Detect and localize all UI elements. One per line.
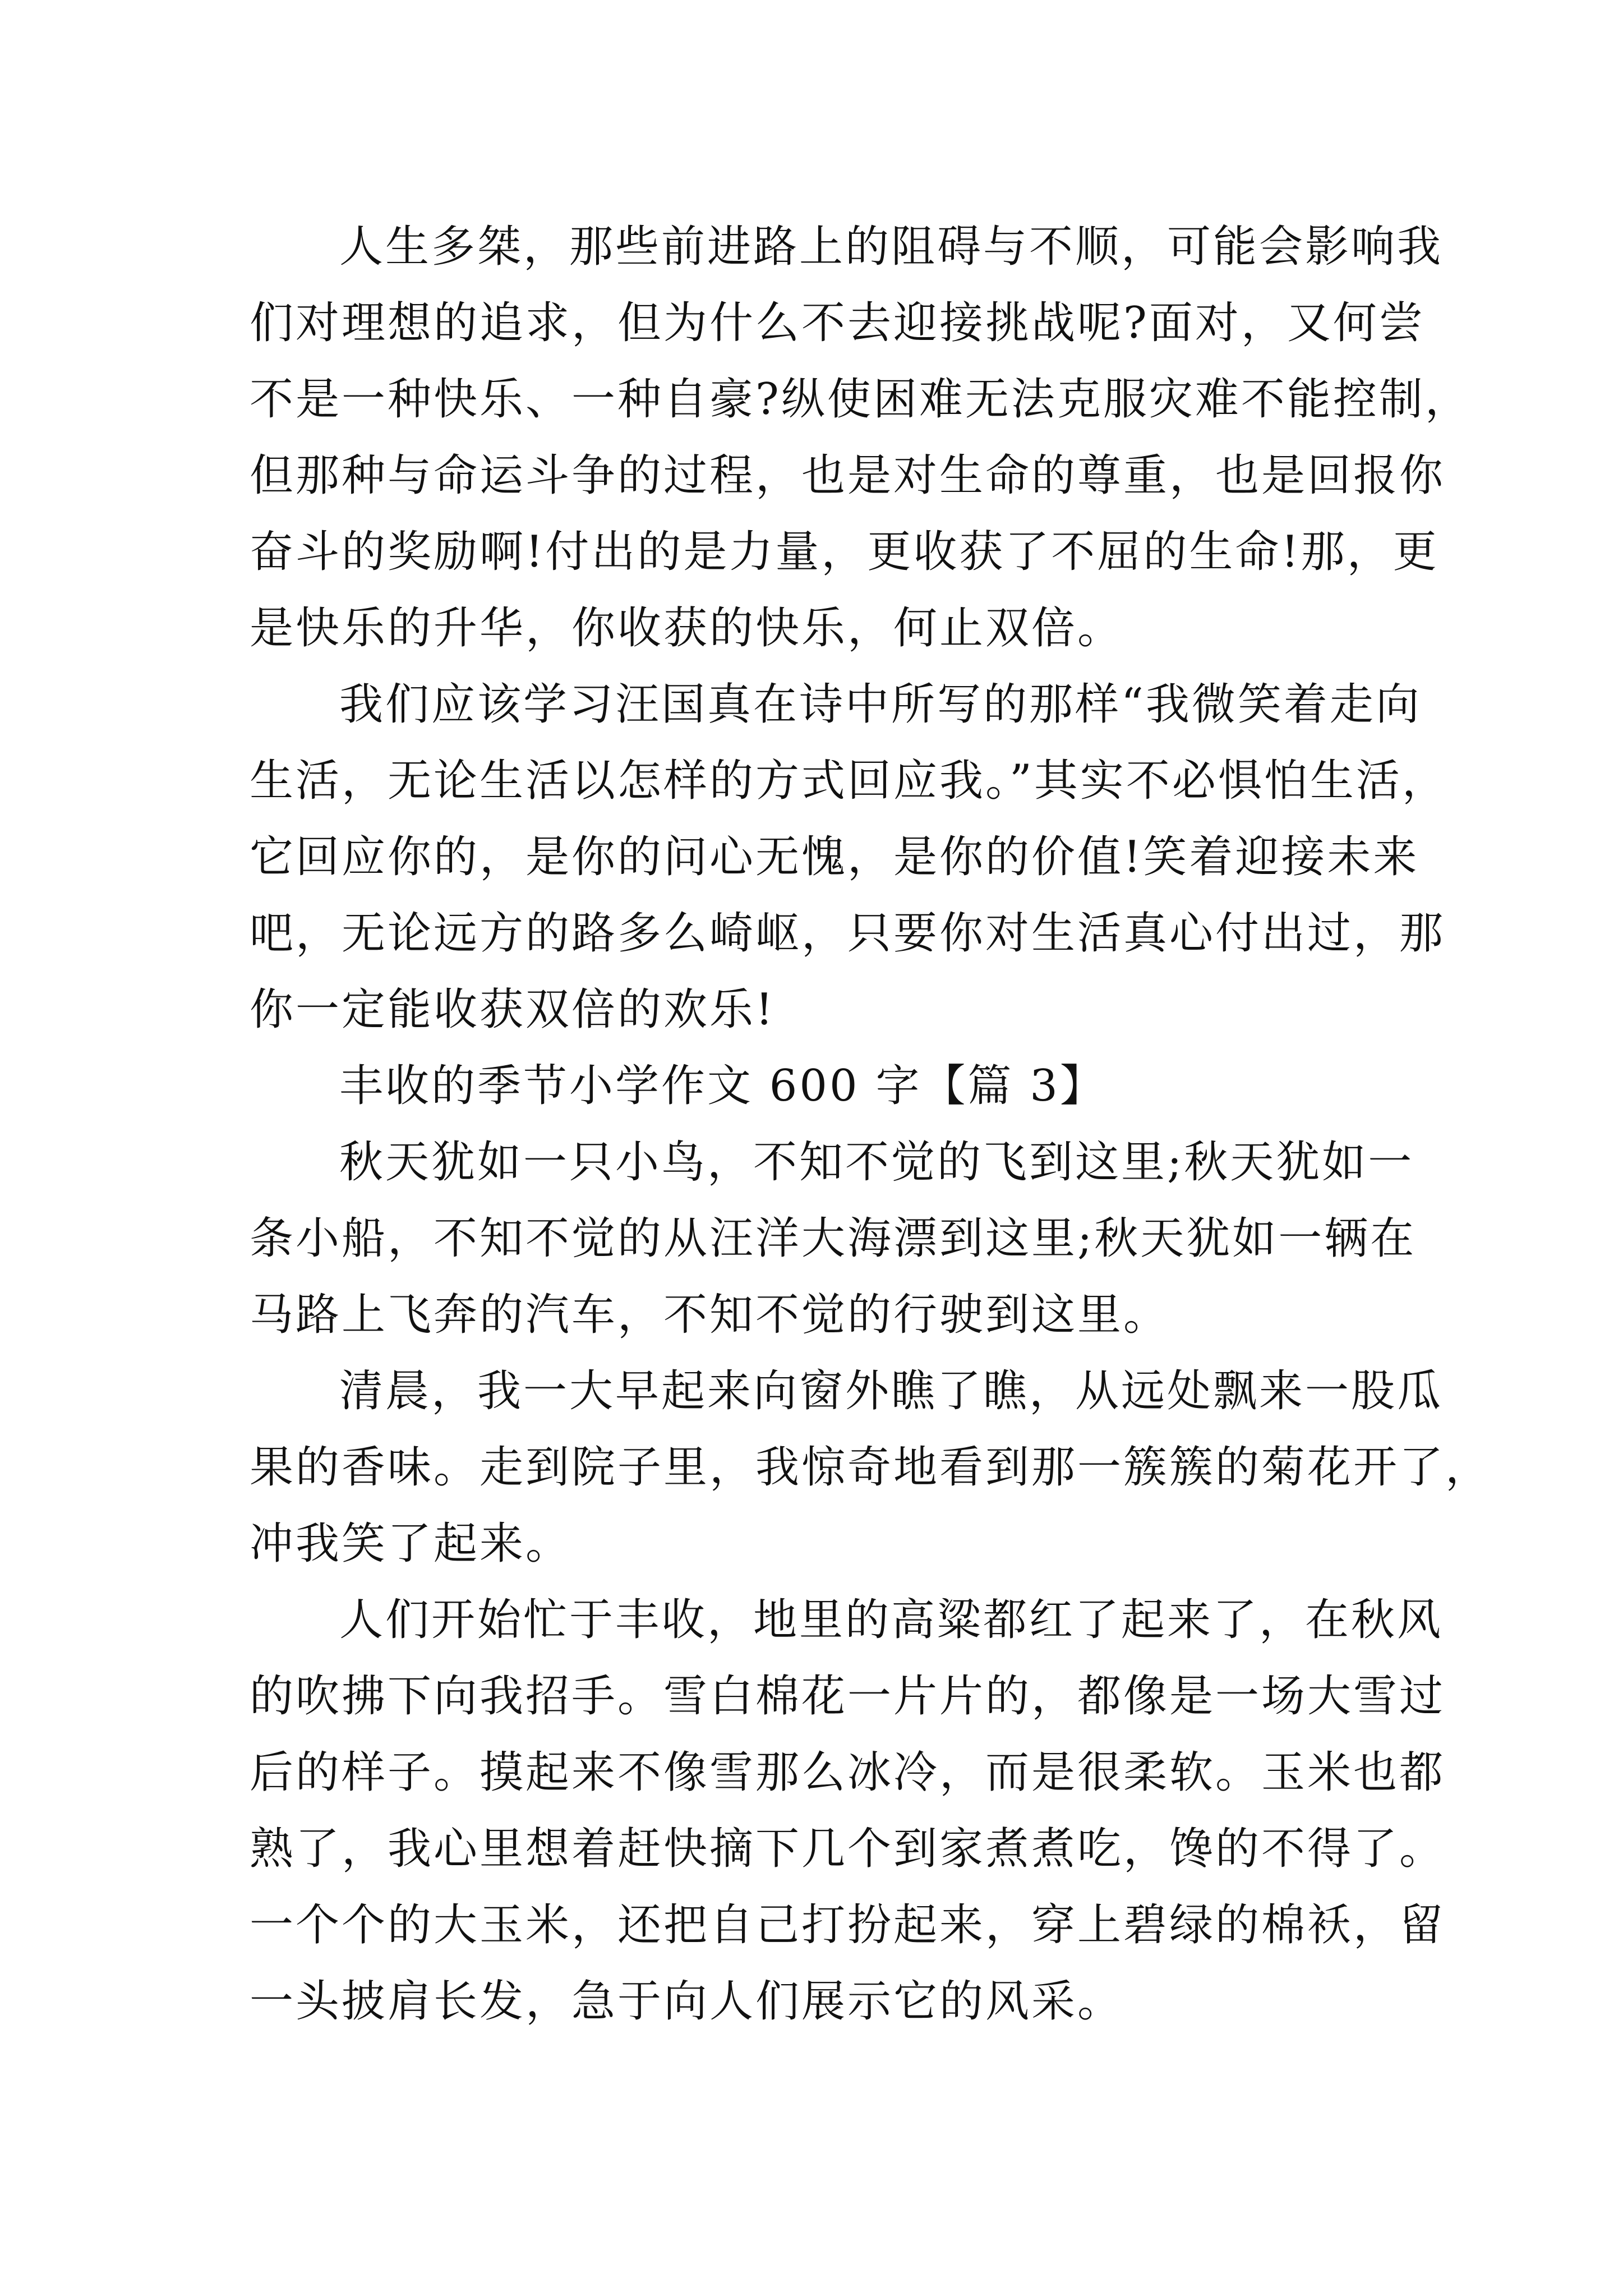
paragraph [250,209,1471,666]
text-line: 条小船，不知不觉的从汪洋大海漂到这里;秋天犹如一辆在 [250,1213,1417,1264]
text-line: 的吹拂下向我招手。雪白棉花一片片的，都像是一场大雪过 [250,1671,1446,1722]
text-line: 不是一种快乐、一种自豪?纵使困难无法克服灾难不能控制， [250,374,1471,425]
text-line: 冲我笑了起来。 [250,1519,572,1569]
paragraph [250,1124,1417,1353]
paragraph [250,1582,1446,2040]
paragraph [250,666,1448,1048]
text-line: 们对理想的追求，但为什么不去迎接挑战呢?面对，又何尝 [250,298,1425,348]
text-line: 人生多桀，那些前进路上的阻碍与不顺，可能会影响我 [339,222,1444,272]
text-line: 是快乐的升华，你收获的快乐，何止双倍。 [250,603,1124,654]
text-line: 一头披肩长发，急于向人们展示它的风采。 [250,1976,1124,2027]
text-line: 一个个的大玉米，还把自己打扮起来，穿上碧绿的棉袄，留 [250,1900,1446,1950]
text-line: 马路上飞奔的汽车，不知不觉的行驶到这里。 [250,1290,1170,1340]
paragraph [250,1353,1492,1582]
text-line: 但那种与命运斗争的过程，也是对生命的尊重，也是回报你 [250,450,1446,501]
document-body [250,209,1492,2040]
text-line: 果的香味。走到院子里，我惊奇地看到那一簇簇的菊花开了， [250,1442,1492,1493]
text-line: 后的样子。摸起来不像雪那么冰冷，而是很柔软。玉米也都 [250,1747,1446,1798]
text-line: 它回应你的，是你的问心无愧，是你的价值!笑着迎接未来 [250,832,1419,882]
text-line: 我们应该学习汪国真在诗中所写的那样“我微笑着走向 [339,679,1422,730]
section-heading: 丰收的季节小学作文 600 字【篇 3】 [339,1061,1106,1111]
text-line: 人们开始忙于丰收，地里的高粱都红了起来了，在秋风 [339,1595,1444,1645]
text-line: 你一定能收获双倍的欢乐! [250,984,776,1035]
text-line: 熟了，我心里想着赶快摘下几个到家煮煮吃，馋的不得了。 [250,1824,1446,1874]
text-line: 清晨，我一大早起来向窗外瞧了瞧，从远处飘来一股瓜 [339,1366,1444,1416]
text-line: 吧，无论远方的路多么崎岖，只要你对生活真心付出过，那 [250,908,1446,959]
text-line: 奋斗的奖励啊!付出的是力量，更收获了不屈的生命!那，更 [250,527,1439,577]
text-line: 生活，无论生活以怎样的方式回应我。”其实不必惧怕生活， [250,756,1448,806]
text-line: 秋天犹如一只小鸟，不知不觉的飞到这里;秋天犹如一 [339,1137,1414,1188]
